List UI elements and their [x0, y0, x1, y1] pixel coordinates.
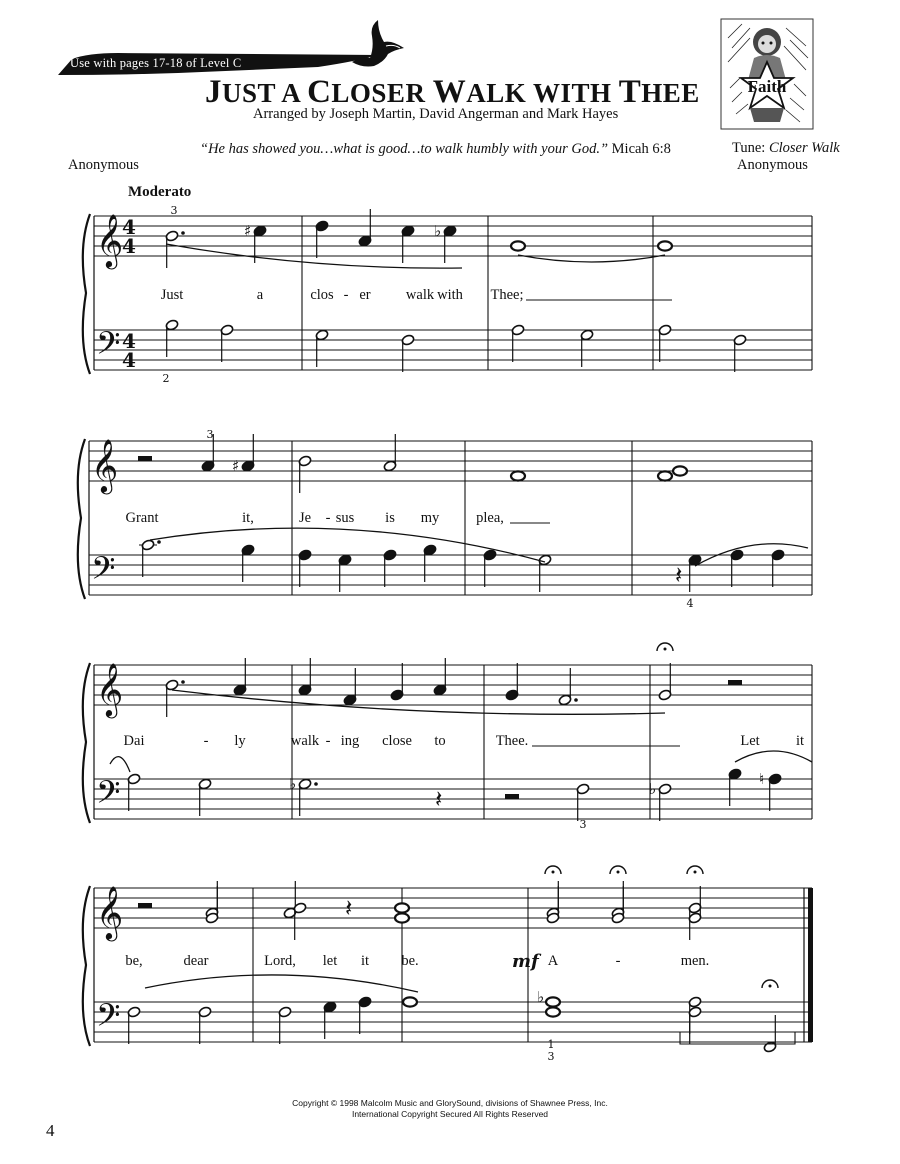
lyric-syllable: it, [242, 510, 254, 526]
fermata-icon [664, 648, 667, 651]
music-credit: Anonymous [737, 157, 808, 173]
lyric-syllable: A [547, 953, 559, 969]
fingering: 3 [547, 1050, 555, 1063]
whole-note [658, 241, 672, 250]
final-barline [808, 888, 813, 1042]
half-rest [728, 680, 742, 685]
lyric-syllable: Je [298, 510, 312, 526]
fermata-icon [617, 871, 620, 874]
lyric-syllable: be. [401, 953, 419, 969]
whole-note [673, 466, 687, 475]
time-signature: 4 [122, 234, 136, 258]
whole-note [395, 903, 409, 912]
lyric-syllable: men. [680, 953, 710, 969]
lyric-syllable: clos [310, 287, 334, 303]
words-credit: Anonymous [68, 157, 139, 173]
lyric-syllable: sus [335, 510, 355, 526]
lyric-syllable: Thee. [495, 733, 529, 749]
time-signature: 4 [122, 329, 136, 353]
bass-clef-icon: 𝄢 [91, 550, 116, 594]
accidental: ♭ [289, 775, 297, 793]
lyric-syllable: ing [340, 733, 360, 749]
lyric-syllable: a [256, 287, 264, 303]
half-rest [138, 456, 152, 461]
whole-note [403, 997, 417, 1006]
bass-clef-icon: 𝄢 [96, 997, 121, 1041]
lyric-syllable: Dai [123, 733, 145, 749]
lyric-syllable: let [322, 953, 338, 969]
treble-clef-icon: 𝄞 [91, 438, 119, 492]
half-rest [138, 903, 152, 908]
lyric-syllable: - [343, 287, 349, 303]
fingering: 3 [206, 428, 214, 441]
grand-staff-brace [83, 663, 90, 823]
lyric-syllable: to [434, 733, 446, 749]
lyric-syllable: walk [405, 287, 435, 303]
lyric-syllable: walk [290, 733, 320, 749]
bass-clef-icon: 𝄢 [96, 774, 121, 818]
quarter-rest: 𝄽 [435, 785, 443, 813]
whole-note [546, 1007, 560, 1016]
grand-staff-brace [78, 439, 85, 599]
treble-clef-icon: 𝄞 [96, 662, 124, 716]
slur [172, 690, 665, 714]
lyric-syllable: dear [183, 953, 209, 969]
slur [110, 757, 130, 772]
slur [145, 975, 418, 992]
lyric-syllable: is [385, 510, 395, 526]
dot [574, 698, 578, 702]
copyright-line: Copyright © 1998 Malcolm Music and GlorySound, divisions of Shawnee Press, Inc. [292, 1098, 608, 1108]
lyric-syllable: be, [125, 953, 143, 969]
whole-note [658, 471, 672, 480]
arranger-credit: Arranged by Joseph Martin, David Angerman and Mark Hayes [253, 106, 619, 122]
whole-note [511, 471, 525, 480]
lyric-syllable: Grant [125, 510, 159, 526]
lyric-syllable: close [382, 733, 412, 749]
lyric-syllable: my [420, 510, 440, 526]
lyric-syllable: er [359, 287, 371, 303]
lyric-syllable: with [437, 287, 463, 303]
accidental: ♯ [232, 457, 240, 475]
lyric-syllable: it [360, 953, 370, 969]
level-reference: Use with pages 17-18 of Level C [70, 56, 242, 70]
dot [181, 231, 185, 235]
slur [735, 751, 812, 762]
tempo-marking: Moderato [128, 184, 192, 200]
quarter-rest: 𝄽 [675, 561, 683, 589]
grand-staff-brace [83, 214, 90, 374]
lyric-syllable: Let [740, 733, 760, 749]
bass-clef-icon: 𝄢 [96, 325, 121, 369]
lyric-syllable: Thee; [490, 287, 524, 303]
dynamic-marking: mf [512, 951, 539, 972]
whole-note [546, 997, 560, 1006]
fermata-icon [552, 871, 555, 874]
page-number: 4 [46, 1121, 55, 1140]
accidental: ♯ [244, 222, 252, 240]
treble-clef-icon: 𝄞 [96, 213, 124, 267]
whole-note [395, 913, 409, 922]
accidental: ♭ [537, 988, 545, 1006]
lyric-syllable: Just [160, 287, 184, 303]
lyric-syllable: - [325, 510, 331, 526]
lyric-syllable: it [795, 733, 805, 749]
accidental: ♭ [434, 222, 442, 240]
lyric-syllable: Lord, [264, 953, 296, 969]
fermata-icon [694, 871, 697, 874]
quarter-rest: 𝄽 [345, 894, 353, 922]
lyric-syllable: - [203, 733, 209, 749]
fingering: 1 [547, 1038, 555, 1051]
accidental: ♭ [649, 780, 657, 798]
dot [157, 540, 161, 544]
page-title: JUST A CLOSER WALK WITH THEE [205, 74, 700, 110]
grand-staff-brace [83, 886, 90, 1046]
fingering: 3 [170, 204, 178, 217]
rights-line: International Copyright Secured All Rights Reserved [351, 1109, 549, 1119]
half-rest [505, 794, 519, 799]
fingering: 3 [579, 818, 587, 831]
time-signature: 4 [122, 348, 136, 372]
dot [181, 680, 185, 684]
fingering: 4 [686, 597, 694, 610]
copyright-notice [0, 1098, 900, 1120]
dot [314, 782, 318, 786]
scripture-quote: “He has showed you…what is good…to walk humbly with your God.” Micah 6:8 [200, 141, 671, 157]
treble-clef-icon: 𝄞 [96, 885, 124, 939]
lyric-syllable: plea, [476, 510, 504, 526]
accidental: ♮ [759, 770, 765, 788]
lyric-syllable: - [325, 733, 331, 749]
fermata-icon [769, 985, 772, 988]
lyric-syllable: - [615, 953, 621, 969]
faith-badge-label: Faith [747, 77, 787, 96]
whole-note [511, 241, 525, 250]
tune-credit: Tune: Closer Walk [732, 140, 840, 156]
time-signature: 4 [122, 215, 136, 239]
lyric-syllable: ly [234, 733, 246, 749]
fingering: 2 [162, 372, 170, 385]
